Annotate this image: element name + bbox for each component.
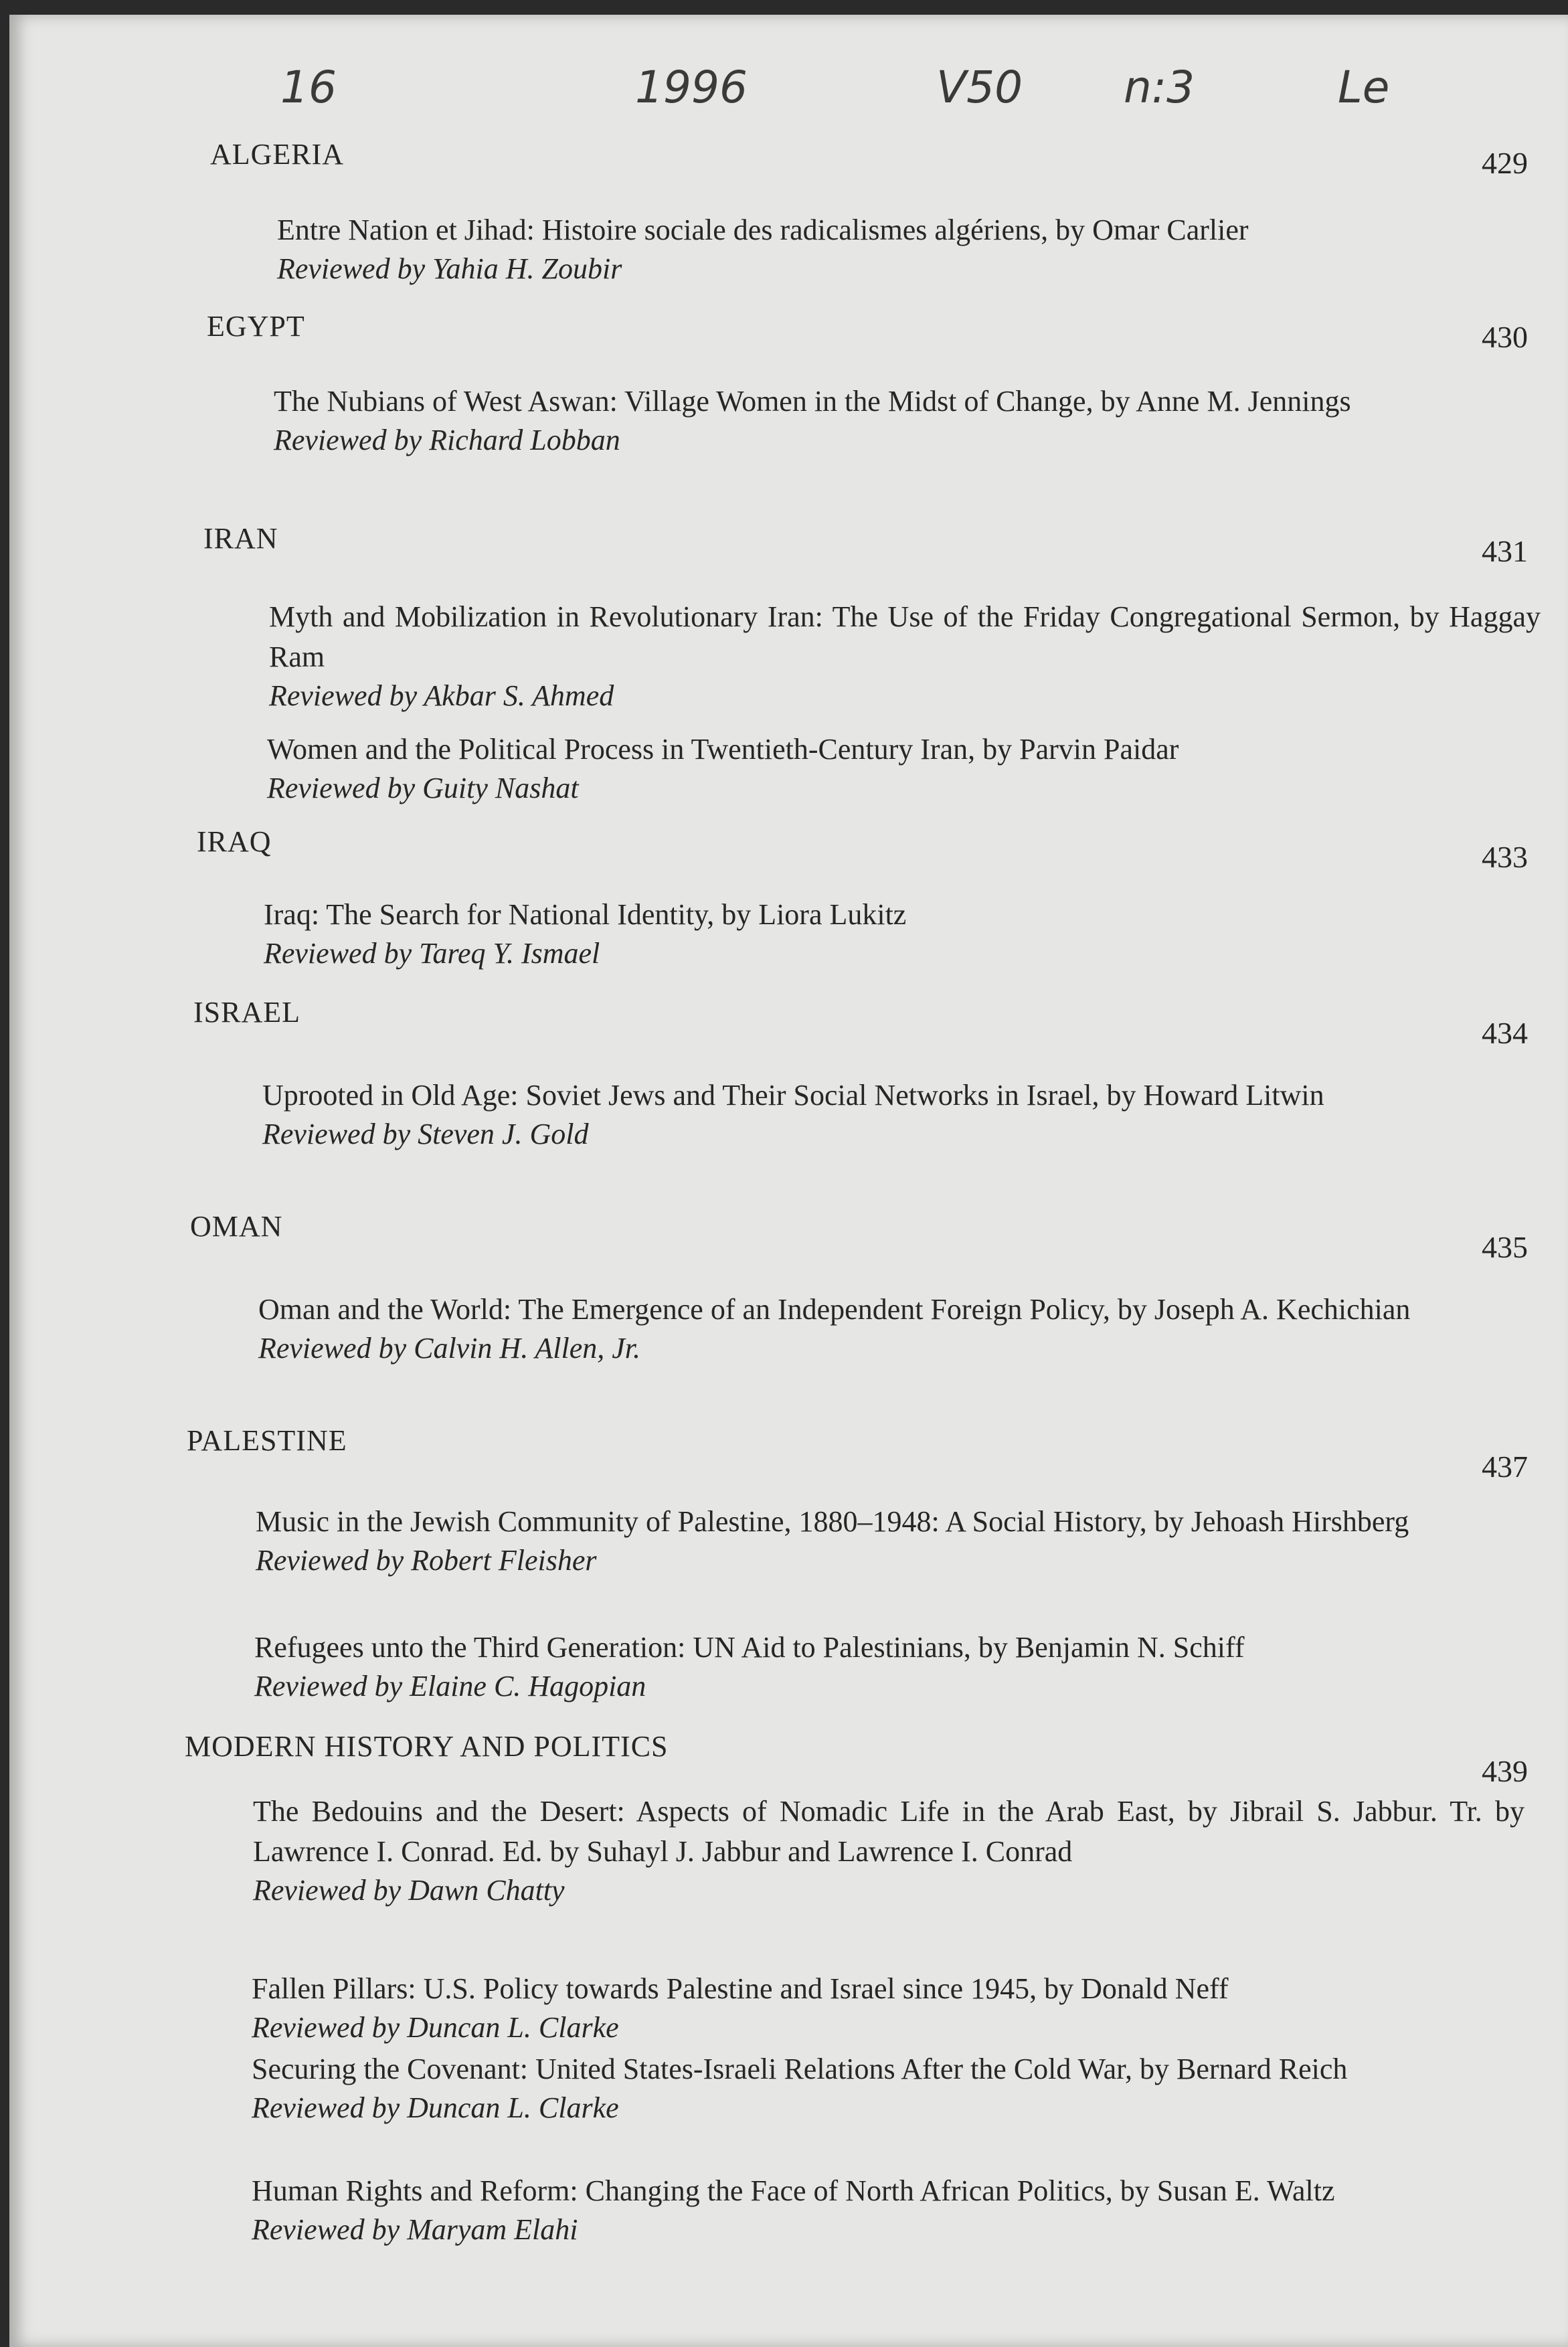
section-page-iraq: 433 — [1482, 840, 1528, 874]
handwritten-note-1: 16 — [280, 62, 337, 113]
handwritten-note-5: Le — [1338, 62, 1390, 113]
section-heading-palestine: PALESTINE — [187, 1424, 347, 1457]
entry-title: Myth and Mobilization in Revolutionary Iran: The Use of the Friday Congregational Sermon, by Haggay Ram — [269, 600, 1541, 673]
toc-entry — [258, 1290, 1530, 1367]
section-page-israel: 434 — [1482, 1016, 1528, 1050]
entry-reviewer: Reviewed by Calvin H. Allen, Jr. — [258, 1332, 641, 1365]
toc-entry — [253, 1792, 1525, 1909]
entry-title: Human Rights and Reform: Changing the Face of North African Politics, by Susan E. Waltz — [252, 2174, 1335, 2207]
entry-reviewer: Reviewed by Robert Fleisher — [256, 1544, 597, 1577]
section-heading-israel: ISRAEL — [193, 996, 300, 1029]
entry-reviewer: Reviewed by Richard Lobban — [274, 424, 620, 456]
entry-title: Refugees unto the Third Generation: UN Aid to Palestinians, by Benjamin N. Schiff — [254, 1631, 1245, 1664]
toc-entry — [254, 1628, 1526, 1705]
section-heading-oman: OMAN — [190, 1210, 283, 1243]
handwritten-note-3: V50 — [936, 62, 1023, 113]
section-heading-iran: IRAN — [203, 522, 278, 555]
toc-entry — [269, 597, 1541, 715]
entry-title: Music in the Jewish Community of Palestine, 1880–1948: A Social History, by Jehoash Hirshberg — [256, 1505, 1409, 1538]
entry-reviewer: Reviewed by Akbar S. Ahmed — [269, 679, 614, 712]
entry-title: Entre Nation et Jihad: Histoire sociale des radicalismes algériens, by Omar Carlier — [277, 213, 1249, 246]
entry-title: Iraq: The Search for National Identity, by Liora Lukitz — [264, 898, 907, 931]
toc-entry — [252, 2049, 1523, 2127]
entry-reviewer: Reviewed by Tareq Y. Ismael — [264, 937, 600, 970]
entry-reviewer: Reviewed by Yahia H. Zoubir — [277, 252, 622, 285]
entry-title: The Nubians of West Aswan: Village Women in the Midst of Change, by Anne M. Jennings — [274, 385, 1351, 418]
toc-entry — [252, 1969, 1523, 2047]
section-page-egypt: 430 — [1482, 320, 1528, 354]
section-page-algeria: 429 — [1482, 146, 1528, 180]
toc-entry — [262, 1075, 1534, 1153]
toc-entry — [264, 895, 1535, 972]
entry-title: Women and the Political Process in Twentieth-Century Iran, by Parvin Paidar — [267, 733, 1179, 766]
entry-reviewer: Reviewed by Duncan L. Clarke — [252, 2011, 619, 2044]
entry-reviewer: Reviewed by Elaine C. Hagopian — [254, 1670, 646, 1703]
entry-title: Oman and the World: The Emergence of an Independent Foreign Policy, by Joseph A. Kechichian — [258, 1293, 1411, 1326]
toc-entry — [252, 2171, 1523, 2249]
entry-title: Uprooted in Old Age: Soviet Jews and Their Social Networks in Israel, by Howard Litwin — [262, 1079, 1324, 1112]
entry-reviewer: Reviewed by Dawn Chatty — [253, 1874, 565, 1907]
section-heading-egypt: EGYPT — [207, 310, 305, 343]
section-page-iran: 431 — [1482, 534, 1528, 568]
entry-title: Securing the Covenant: United States-Israeli Relations After the Cold War, by Bernard Reich — [252, 2053, 1348, 2085]
entry-reviewer: Reviewed by Steven J. Gold — [262, 1118, 589, 1150]
handwritten-note-4: n:3 — [1124, 62, 1195, 113]
entry-title: Fallen Pillars: U.S. Policy towards Palestine and Israel since 1945, by Donald Neff — [252, 1972, 1229, 2005]
entry-reviewer: Reviewed by Guity Nashat — [267, 772, 579, 804]
toc-entry — [274, 381, 1545, 459]
section-page-palestine: 437 — [1482, 1450, 1528, 1484]
section-heading-modern-history-and-politics: MODERN HISTORY AND POLITICS — [185, 1730, 669, 1763]
section-page-modern-history-and-politics: 439 — [1482, 1754, 1528, 1788]
entry-reviewer: Reviewed by Duncan L. Clarke — [252, 2091, 619, 2124]
section-page-oman: 435 — [1482, 1230, 1528, 1264]
toc-entry — [256, 1502, 1527, 1579]
section-heading-iraq: IRAQ — [197, 825, 272, 858]
toc-entry — [277, 210, 1549, 288]
toc-entry — [267, 729, 1539, 807]
handwritten-note-2: 1996 — [635, 62, 748, 113]
entry-title: The Bedouins and the Desert: Aspects of Nomadic Life in the Arab East, by Jibrail S. Jabbur. Tr. by Lawrence I. Conrad. Ed. by Suhayl J. Jabbur and Lawrence I. Conrad — [253, 1795, 1525, 1868]
entry-reviewer: Reviewed by Maryam Elahi — [252, 2213, 578, 2246]
section-heading-algeria: ALGERIA — [210, 138, 345, 171]
book-page — [9, 15, 1568, 2347]
